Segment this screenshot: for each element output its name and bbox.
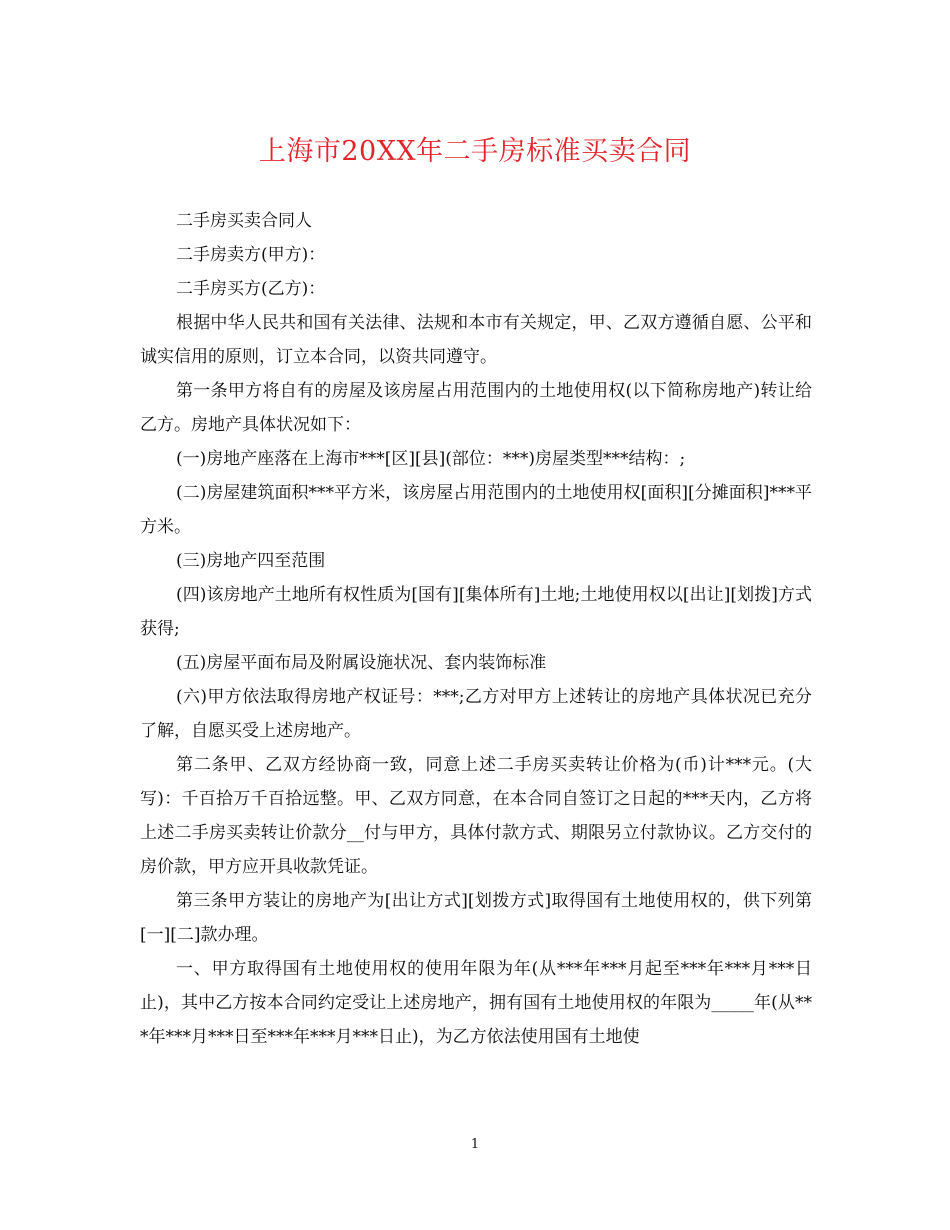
page-number: 1 xyxy=(470,1137,480,1152)
paragraph-preamble: 根据中华人民共和国有关法律、法规和本市有关规定，甲、乙双方遵循自愿、公平和诚实信用的原则，订立本合同，以资共同遵守。 xyxy=(140,313,812,367)
paragraph-clause-3: (三)房地产四至范围 xyxy=(176,551,326,571)
paragraph-clause-2: (二)房屋建筑面积***平方米，该房屋占用范围内的土地使用权[面积][分摊面积]***平方米。 xyxy=(140,483,812,537)
paragraph-article-1: 第一条甲方将自有的房屋及该房屋占用范围内的土地使用权(以下简称房地产)转让给乙方。房地产具体状况如下： xyxy=(140,381,812,435)
paragraph-buyer: 二手房买方(乙方)： xyxy=(176,279,326,299)
document-title: 上海市20XX年二手房标准买卖合同 xyxy=(258,136,692,167)
paragraph-parties-heading: 二手房买卖合同人 xyxy=(176,211,312,231)
paragraph-clause-6: (六)甲方依法取得房地产权证号：***;乙方对甲方上述转让的房地产具体状况已充分了解，自愿买受上述房地产。 xyxy=(140,687,812,741)
paragraph-clause-1: (一)房地产座落在上海市***[区][县](部位：***)房屋类型***结构：; xyxy=(176,449,686,469)
paragraph-article-3-item-1: 一、甲方取得国有土地使用权的使用年限为年(从***年***月起至***年***月***日止)，其中乙方按本合同约定受让上述房地产，拥有国有土地使用权的年限为_____年(从***年***月***日至***年***月***日止)，为乙方依法使用国有土地使 xyxy=(140,959,812,1047)
paragraph-clause-5: (五)房屋平面布局及附属设施状况、套内装饰标准 xyxy=(176,653,547,673)
document-body xyxy=(140,204,812,1054)
paragraph-article-3: 第三条甲方装让的房地产为[出让方式][划拨方式]取得国有土地使用权的，供下列第[一][二]款办理。 xyxy=(140,891,812,945)
paragraph-article-2: 第二条甲、乙双方经协商一致，同意上述二手房买卖转让价格为(币)计***元。(大写)：千百拾万千百拾远整。甲、乙双方同意，在本合同自签订之日起的***天内，乙方将上述二手房买卖转让价款分__付与甲方，具体付款方式、期限另立付款协议。乙方交付的房价款，甲方应开具收款凭证。 xyxy=(140,755,812,877)
paragraph-clause-4: (四)该房地产土地所有权性质为[国有][集体所有]土地;土地使用权以[出让][划拨]方式获得; xyxy=(140,585,812,639)
paragraph-seller: 二手房卖方(甲方)： xyxy=(176,245,326,265)
